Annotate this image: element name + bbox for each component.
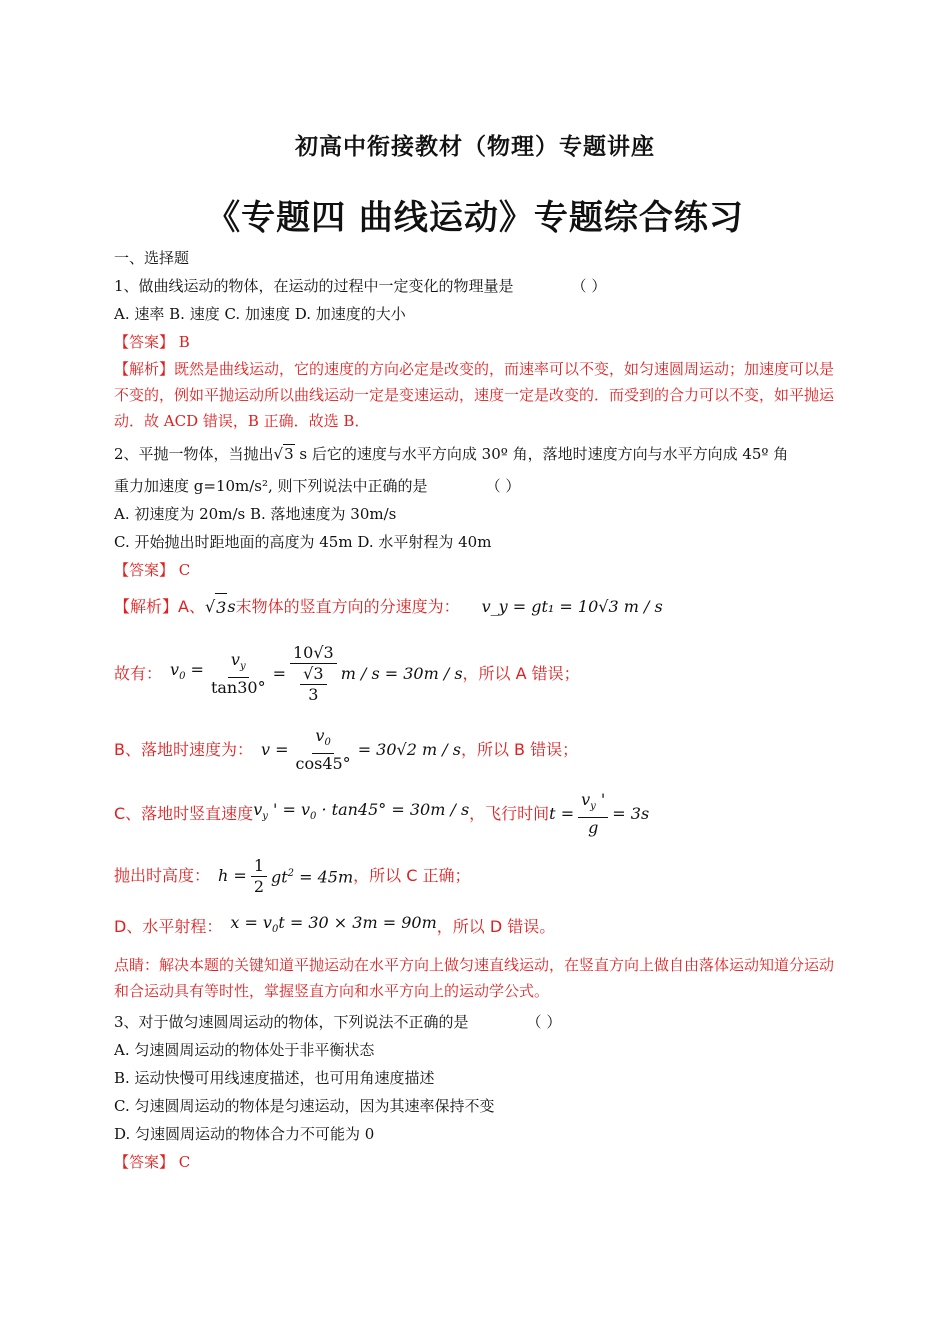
q3-option-c: C. 匀速圆周运动的物体是匀速运动，因为其速率保持不变 [114, 1097, 495, 1115]
q3-stem: 3、对于做匀速圆周运动的物体，下列说法不正确的是 （ ） [114, 1013, 562, 1031]
q1-answer: 【答案】 B [114, 333, 190, 351]
q2-analysis-a: 【解析】A、 √ 3 s 末物体的竖直方向的分速度为： v_y = gt₁ = 10√3 m / s [114, 584, 844, 630]
q2-options-1: A. 初速度为 20m/s B. 落地速度为 30m/s [114, 505, 397, 523]
q2-analysis-e: 抛出时高度： h = $\frac{1}{2}$ $gt^2 = 45m$ ，所以 C 正确； [114, 855, 471, 896]
document-subtitle: 初高中衔接教材（物理）专题讲座 [295, 134, 655, 160]
q2-stem-2: 重力加速度 g=10m/s², 则下列说法中正确的是 （ ） [114, 477, 521, 495]
q3-answer: 【答案】 C [114, 1153, 191, 1171]
q2-analysis-c: B、落地时速度为： v = $\frac{v_0}{\cos 45^\circ}$ = 30√2 m / s ，所以 B 错误； [114, 725, 579, 774]
q2-analysis-d: C、落地时竖直速度 $v_y$ ' = $v_0 \cdot \tan 45^\circ = 30m / s$ ，飞行时间 t = $\frac{v_y '}{g}$ = 3s [114, 789, 650, 838]
q3-option-a: A. 匀速圆周运动的物体处于非平衡状态 [114, 1041, 375, 1059]
q2-tip: 点睛：解决本题的关键知道平抛运动在水平方向上做匀速直线运动，在竖直方向上做自由落体运动知道分运动和合运动具有等时性，掌握竖直方向和水平方向上的运动学公式。 [114, 956, 835, 1000]
q1-options: A. 速率 B. 速度 C. 加速度 D. 加速度的大小 [114, 305, 406, 323]
q3-option-d: D. 匀速圆周运动的物体合力不可能为 0 [114, 1125, 375, 1143]
q2-answer: 【答案】 C [114, 561, 191, 579]
q3-option-b: B. 运动快慢可用线速度描述，也可用角速度描述 [114, 1069, 435, 1087]
section-heading: 一、选择题 [114, 249, 190, 267]
q1-stem: 1、做曲线运动的物体，在运动的过程中一定变化的物理量是 （ ） [114, 277, 607, 295]
q2-stem: 2、平抛一物体，当抛出√3 s 后它的速度与水平方向成 30º 角，落地时速度方向与水平方向成 45º 角 [114, 445, 789, 463]
q1-analysis: 【解析】既然是曲线运动，它的速度的方向必定是改变的，而速率可以不变，如匀速圆周运动；加速度可以是不变的，例如平抛运动所以曲线运动一定是变速运动，速度一定是改变的．而受到的合力可以不变，如平抛运动．故 ACD 错误，B 正确．故选 B． [114, 360, 835, 430]
document-body [114, 244, 844, 1176]
document-title: 《专题四 曲线运动》专题综合练习 [206, 198, 744, 238]
q2-analysis-f: D、水平射程： $x = v_0t = 30 \times 3m = 90m$ ，所以 D 错误。 [114, 913, 556, 936]
q2-analysis-b: 故有： $v_0$ = $\frac{v_y}{\tan 30^\circ}$ = $\frac{10√3}{\frac{√3}{3}}$ m / s = 30m / s ，所以 A 错误； [114, 643, 580, 704]
q2-options-2: C. 开始抛出时距地面的高度为 45m D. 水平射程为 40m [114, 533, 492, 551]
